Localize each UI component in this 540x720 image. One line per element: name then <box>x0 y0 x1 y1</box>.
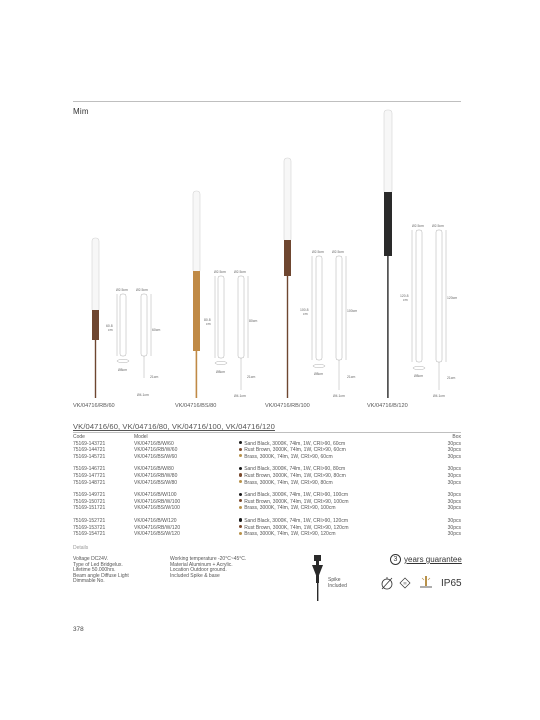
dim-100-spike: 21cm <box>347 375 356 379</box>
row-code: 75169-150721 <box>73 498 106 505</box>
spike-caption <box>328 577 347 589</box>
header-code: Code <box>73 434 85 440</box>
table-row <box>73 466 461 473</box>
dim-80-hu: cm <box>206 322 211 326</box>
spec-line: Working temperature -20°C~45°C. <box>170 556 247 562</box>
product-label: VK/04716/BS/80 <box>175 403 217 409</box>
tech-drawing-100 <box>312 256 346 390</box>
dim-100-d2: Ø2.5cm <box>332 250 344 254</box>
row-code: 75169-146721 <box>73 466 106 473</box>
dim-100-spiked: Ø4.1cm <box>333 394 345 398</box>
row-code: 75169-148721 <box>73 479 106 486</box>
dim-80-hr: 80cm <box>249 319 258 323</box>
table-header <box>73 434 461 441</box>
dim-120-hr: 120cm <box>447 296 458 300</box>
row-description <box>239 454 333 461</box>
spec-line: Dimmable No. <box>73 578 105 585</box>
row-box: 30pcs <box>447 517 461 524</box>
row-code: 75169-145721 <box>73 453 106 460</box>
row-box: 30pcs <box>447 472 461 479</box>
row-box: 30pcs <box>447 505 461 512</box>
dim-80-hl: 80.8 <box>204 318 211 322</box>
row-model: VK/04716/BS/W/100 <box>134 505 180 512</box>
dim-100-hu: cm <box>303 312 308 316</box>
dim-120-base: Ø8cm <box>414 374 424 378</box>
spec-line: Lifetime 50.000hrs. <box>73 567 116 574</box>
table-row <box>73 480 461 487</box>
dim-80-d1: Ø2.5cm <box>214 270 226 274</box>
row-desc-text: Brass, 3000K, 74lm, 1W, CRI>90, 80cm <box>244 479 333 486</box>
dim-100-base: Ø8cm <box>314 372 324 376</box>
guarantee-number: 3 <box>393 556 398 563</box>
dim-120-hu: cm <box>403 298 408 302</box>
finish-dot-icon <box>239 441 242 444</box>
spec-line: Included Spike & base <box>170 572 220 579</box>
row-description <box>239 505 335 512</box>
dim-60-hu: cm <box>108 328 113 332</box>
table-row <box>73 492 461 499</box>
table-row <box>73 525 461 532</box>
row-description <box>239 447 346 454</box>
dim-120-hl: 120.8 <box>400 294 409 298</box>
finish-dot-icon <box>239 448 242 451</box>
row-model: VK/04716/RB/W/100 <box>134 498 181 505</box>
finish-dot-icon <box>239 506 242 509</box>
row-desc-text: Sand Black, 3000K, 74lm, 1W, CRI>90, 120cm <box>244 517 348 524</box>
row-model: VK/04716/RB/W/80 <box>134 472 178 479</box>
table-row <box>73 441 461 448</box>
finish-dot-icon <box>239 518 242 521</box>
row-box: 30pcs <box>447 466 461 473</box>
row-code: 75169-143721 <box>73 440 106 447</box>
spike-caption-line: Spike <box>328 577 341 583</box>
svg-text:III: III <box>403 581 407 586</box>
row-code: 75169-149721 <box>73 492 106 499</box>
table-row <box>73 447 461 454</box>
lamp-bs-80 <box>193 191 200 398</box>
dim-120-spiked: Ø4.1cm <box>433 394 445 398</box>
product-label: VK/04716/RB/60 <box>73 403 115 409</box>
row-desc-text: Rust Brown, 3000K, 74lm, 1W, CRI>90, 120cm <box>244 524 349 531</box>
lamp-b-120 <box>384 110 392 398</box>
row-model: VK/04716/B/W/100 <box>134 492 177 499</box>
dim-60-d1: Ø2.5cm <box>116 288 128 292</box>
dim-120-d1: Ø2.5cm <box>412 224 424 228</box>
finish-dot-icon <box>239 454 242 457</box>
row-description <box>239 441 345 448</box>
row-description <box>239 518 348 525</box>
row-model: VK/04716/B/W/60 <box>134 440 174 447</box>
table-row <box>73 473 461 480</box>
guarantee-circle-icon <box>390 554 401 565</box>
guarantee-badge <box>390 554 462 565</box>
row-model: VK/04716/BS/W/80 <box>134 479 178 486</box>
table-row <box>73 505 461 512</box>
row-desc-text: Sand Black, 3000K, 74lm, 1W, CRI>90, 100cm <box>244 492 348 499</box>
row-description <box>239 466 345 473</box>
row-box: 30pcs <box>447 492 461 499</box>
row-model: VK/04716/B/W/120 <box>134 517 177 524</box>
row-description <box>239 480 333 487</box>
table-row <box>73 499 461 506</box>
dim-80-d2: Ø2.5cm <box>234 270 246 274</box>
dim-120-d2: Ø2.5cm <box>432 224 444 228</box>
row-desc-text: Brass, 3000K, 74lm, 1W, CRI>90, 60cm <box>244 453 333 460</box>
specs-right <box>170 557 246 579</box>
row-code: 75169-151721 <box>73 505 106 512</box>
table-body <box>73 441 461 538</box>
row-model: VK/04716/BS/W/120 <box>134 531 180 538</box>
class-iii-icon <box>399 577 411 589</box>
spec-line: Location Outdoor ground. <box>170 567 227 574</box>
row-description <box>239 499 349 506</box>
dim-60-d2: Ø2.5cm <box>136 288 148 292</box>
finish-dot-icon <box>239 493 242 496</box>
ip-rating: IP65 <box>441 578 462 589</box>
models-heading: VK/04716/60, VK/04716/80, VK/04716/100, VK/04716/120 <box>73 422 275 431</box>
dim-60-spiked: Ø4.1cm <box>137 393 149 397</box>
row-code: 75169-147721 <box>73 472 106 479</box>
dim-80-spiked: Ø4.1cm <box>234 394 246 398</box>
details-label: Details <box>73 545 89 551</box>
lamp-rb-100 <box>284 158 291 398</box>
lamp-rb-60 <box>92 238 99 398</box>
non-dimmable-icon <box>379 575 395 591</box>
dim-60-base: Ø8cm <box>118 368 128 372</box>
row-model: VK/04716/RB/W/60 <box>134 447 178 454</box>
dim-100-hr: 100cm <box>347 309 358 313</box>
row-model: VK/04716/B/W/80 <box>134 466 174 473</box>
row-model: VK/04716/RB/W/120 <box>134 524 181 531</box>
row-box: 30pcs <box>447 479 461 486</box>
section-title: Mim <box>73 107 89 116</box>
row-box: 30pcs <box>447 453 461 460</box>
spec-line: Beam angle Diffuse Light <box>73 572 129 579</box>
row-code: 75169-153721 <box>73 524 106 531</box>
page-number: 378 <box>73 626 84 633</box>
row-description <box>239 531 335 538</box>
row-description <box>239 473 346 480</box>
row-desc-text: Sand Black, 3000K, 74lm, 1W, CRI>90, 80cm <box>244 466 346 473</box>
row-code: 75169-154721 <box>73 531 106 538</box>
row-desc-text: Sand Black, 3000K, 74lm, 1W, CRI>90, 60cm <box>244 440 346 447</box>
row-box: 30pcs <box>447 531 461 538</box>
finish-dot-icon <box>239 499 242 502</box>
guarantee-text: years guarantee <box>404 555 462 564</box>
row-desc-text: Rust Brown, 3000K, 74lm, 1W, CRI>90, 100cm <box>244 498 349 505</box>
row-desc-text: Rust Brown, 3000K, 74lm, 1W, CRI>90, 80cm <box>244 472 346 479</box>
product-label: VK/04716/RB/100 <box>265 403 310 409</box>
finish-dot-icon <box>239 532 242 535</box>
table-row <box>73 531 461 538</box>
row-box: 30pcs <box>447 447 461 454</box>
spec-line: Type of Led Bridgelux. <box>73 561 123 568</box>
spec-line: Voltage DC24V. <box>73 556 109 562</box>
row-description <box>239 492 348 499</box>
row-description <box>239 525 349 532</box>
tech-drawing-120 <box>412 230 446 390</box>
dim-60-hr: 60cm <box>152 328 161 332</box>
tech-drawing-60 <box>117 294 151 378</box>
dim-120-spike: 21cm <box>447 376 456 380</box>
header-box: Box <box>452 434 461 440</box>
heading-rule <box>73 432 461 433</box>
row-code: 75169-152721 <box>73 517 106 524</box>
finish-dot-icon <box>239 473 242 476</box>
dim-60-spike: 21cm <box>150 375 159 379</box>
dim-80-spike: 21cm <box>247 375 256 379</box>
finish-dot-icon <box>239 467 242 470</box>
row-box: 30pcs <box>447 498 461 505</box>
finish-dot-icon <box>239 525 242 528</box>
row-box: 30pcs <box>447 440 461 447</box>
row-desc-text: Rust Brown, 3000K, 74lm, 1W, CRI>90, 60cm <box>244 447 346 454</box>
spike-caption-line: Included <box>328 583 347 589</box>
row-desc-text: Brass, 3000K, 74lm, 1W, CRI>90, 120cm <box>244 531 336 538</box>
row-box: 30pcs <box>447 524 461 531</box>
dim-80-base: Ø8cm <box>216 370 226 374</box>
row-code: 75169-144721 <box>73 447 106 454</box>
product-label: VK/04716/B/120 <box>367 403 408 409</box>
spec-line: Material Aluminum + Acrylic. <box>170 561 233 568</box>
header-model: Model <box>134 434 148 440</box>
row-model: VK/04716/BS/W/60 <box>134 453 178 460</box>
ground-light-icon <box>418 574 434 590</box>
finish-dot-icon <box>239 480 242 483</box>
spike-icon <box>308 553 328 603</box>
dim-100-hl: 100.8 <box>300 308 309 312</box>
dim-100-d1: Ø2.5cm <box>312 250 324 254</box>
row-desc-text: Brass, 3000K, 74lm, 1W, CRI>90, 100cm <box>244 505 336 512</box>
table-row <box>73 454 461 461</box>
table-row <box>73 518 461 525</box>
specs-left <box>73 557 129 585</box>
dim-60-hl: 60.8 <box>106 324 113 328</box>
product-table <box>73 434 461 538</box>
